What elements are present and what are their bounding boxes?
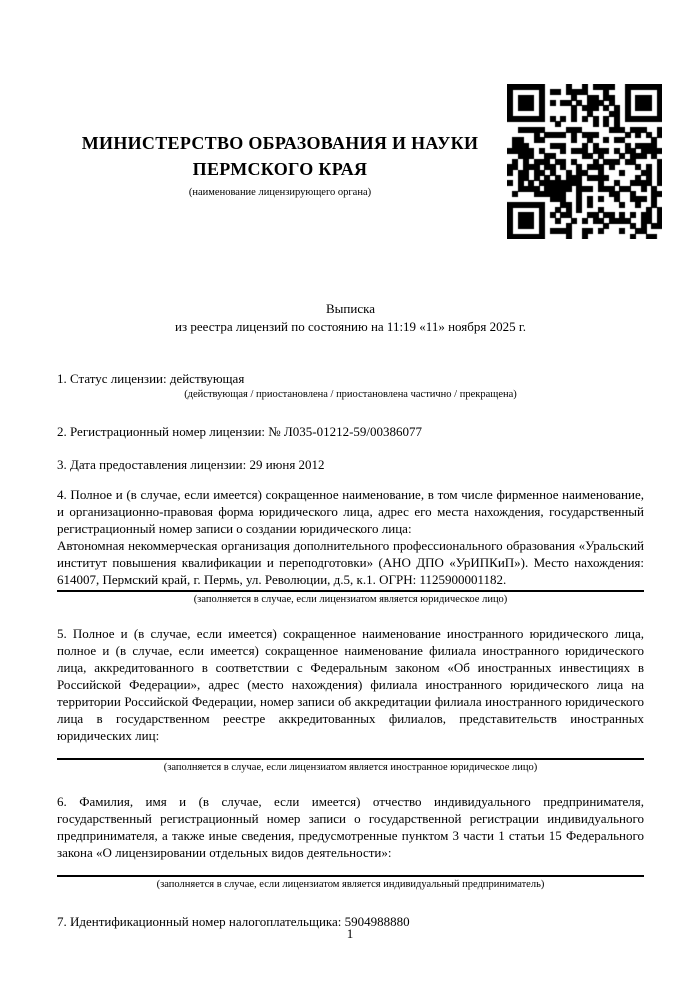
document-title-line1: Выписка <box>326 301 375 316</box>
fill-line <box>57 590 644 592</box>
license-status-note: (действующая / приостановлена / приостановлена частично / прекращена) <box>184 389 517 400</box>
fill-line <box>57 758 644 760</box>
field-label: 4. Полное и (в случае, если имеется) сокращенное наименование, в том числе фирменное наименование, и организационно-правовая форма юридического лица, адрес его места нахождения, государственный регистрационный номер записи о создании юридического лица: <box>57 487 644 536</box>
ministry-name-line1: МИНИСТЕРСТВО ОБРАЗОВАНИЯ И НАУКИ <box>81 133 479 153</box>
fill-line <box>57 875 644 877</box>
field-line <box>57 423 644 440</box>
field-individual-entrepreneur-info <box>57 793 644 891</box>
foreign-entity-note: (заполняется в случае, если лицензиатом является иностранное юридическое лицо) <box>163 762 538 773</box>
field-line <box>57 370 644 387</box>
page-number: 1 <box>346 926 354 941</box>
qr-code <box>507 84 662 239</box>
field-label: 6. Фамилия, имя и (в случае, если имеется) отчество индивидуального предпринимателя, государственный регистрационный номер записи о государственной регистрации индивидуального предпринимателя, а также иные сведения, предусмотренные пунктом 3 части 1 статьи 15 Федерального закона «О лицензировании отдельных видов деятельности»: <box>57 794 644 860</box>
field-license-status <box>57 370 644 401</box>
field-value: действующая <box>169 371 245 386</box>
document-body <box>57 300 644 946</box>
document-title <box>57 300 644 336</box>
field-label: 5. Полное и (в случае, если имеется) сокращенное наименование иностранного юридического лица, полное и (в случае, если имеется) сокращенное наименование филиала иностранного юридического лица, аккредитованного в соответствии с Федеральным законом «Об иностранных инвестициях в Российской Федерации», адрес (место нахождения) филиала иностранного юридического лица на территории Российской Федерации, номер записи об аккредитации филиала иностранного юридического лица в государственном реестре аккредитованных филиалов, представительств иностранных юридических лиц: <box>57 626 644 743</box>
empty-answer-space <box>57 744 644 756</box>
licensing-authority-header <box>40 130 520 199</box>
field-label: 7. Идентификационный номер налогоплательщика: <box>57 914 342 929</box>
field-label: 1. Статус лицензии: <box>57 371 167 386</box>
legal-entity-note: (заполняется в случае, если лицензиатом является юридическое лицо) <box>193 594 508 605</box>
field-foreign-entity-info <box>57 625 644 774</box>
field-value: № Л035-01212-59/00386077 <box>268 424 423 439</box>
field-value: Автономная некоммерческая организация дополнительного профессионального образования «Уральский институт повышения квалификации и переподготовки» (АНО ДПО «УрИПКиП»). Место нахождения: 614007, Пермский край, г. Пермь, ул. Революции, д.5, к.1. ОГРН: 1125900001182. <box>57 538 644 587</box>
document-title-line2: из реестра лицензий по состоянию на 11:19 «11» ноября 2025 г. <box>175 319 526 334</box>
ministry-name-line2: ПЕРМСКОГО КРАЯ <box>192 159 368 179</box>
field-value: 29 июня 2012 <box>249 457 325 472</box>
field-value: 5904988880 <box>344 914 410 929</box>
entrepreneur-note: (заполняется в случае, если лицензиатом является индивидуальный предприниматель) <box>156 879 545 890</box>
field-label: 2. Регистрационный номер лицензии: <box>57 424 266 439</box>
empty-answer-space <box>57 861 644 873</box>
field-legal-entity-info <box>57 486 644 606</box>
field-registration-number <box>57 423 644 440</box>
field-grant-date <box>57 456 644 473</box>
field-label: 3. Дата предоставления лицензии: <box>57 457 247 472</box>
field-line <box>57 456 644 473</box>
ministry-subtitle: (наименование лицензирующего органа) <box>188 187 372 198</box>
